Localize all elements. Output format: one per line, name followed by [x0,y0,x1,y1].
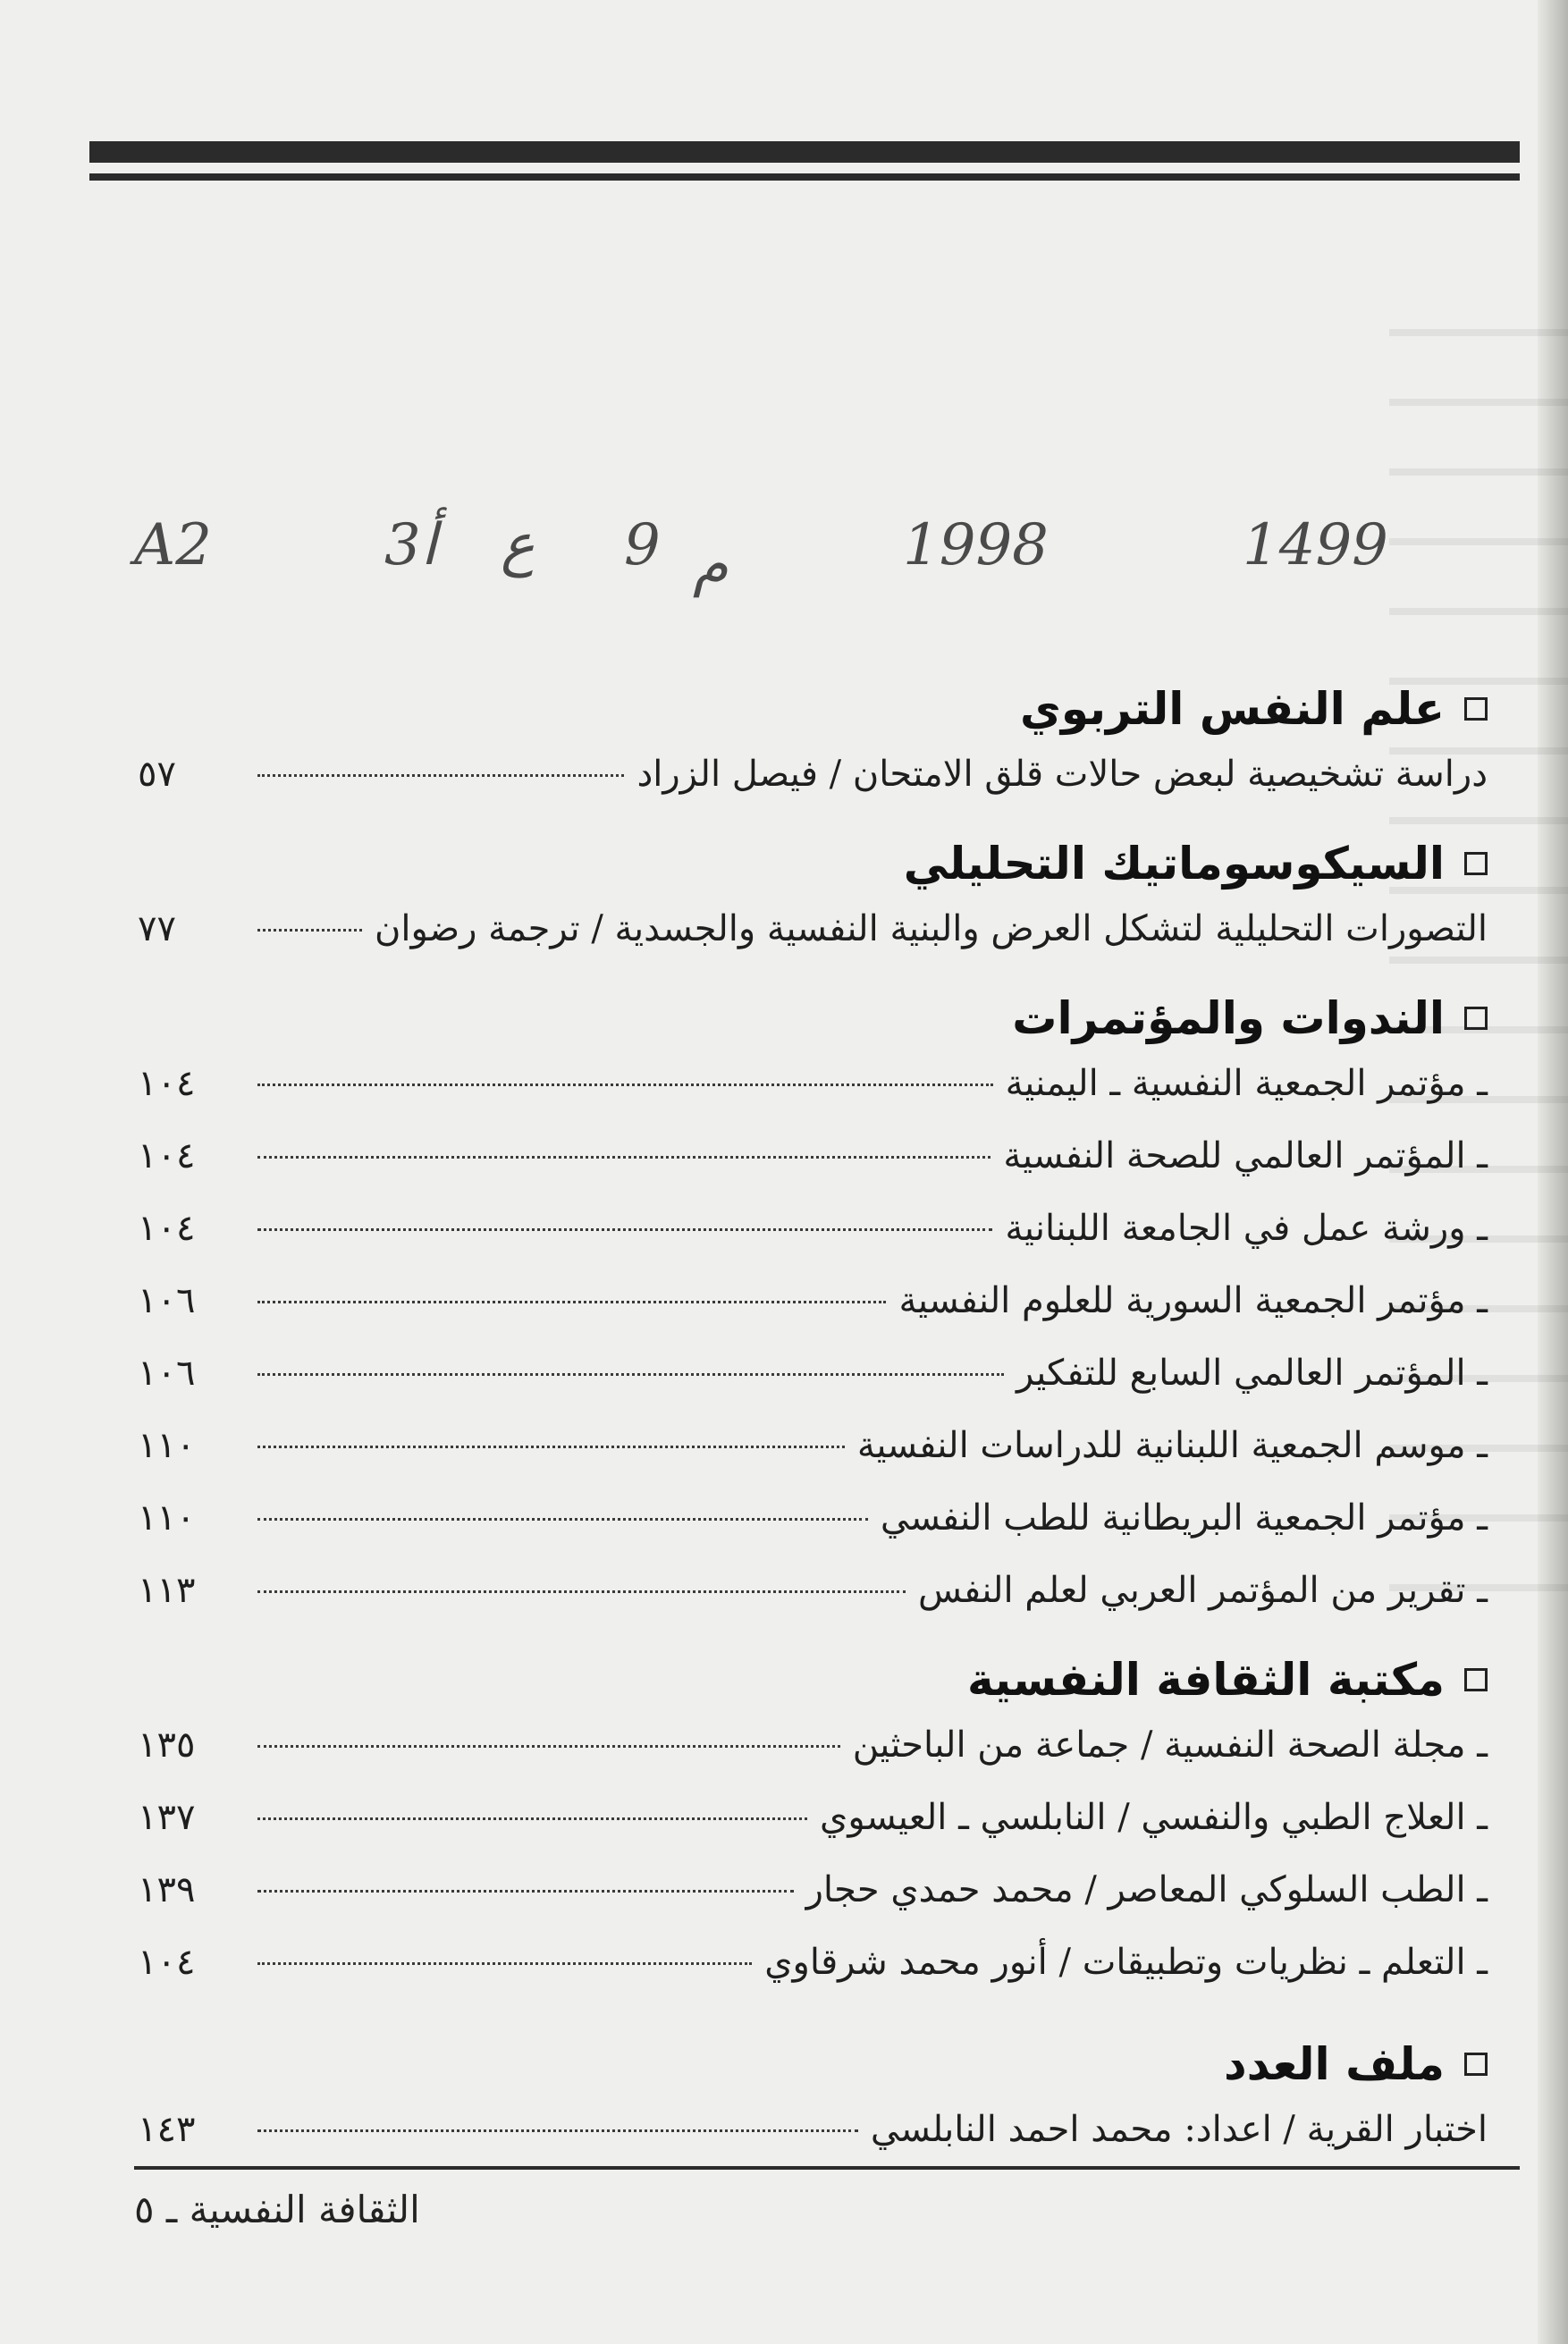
toc-entry [138,738,1488,811]
header-rule-thick [89,141,1520,163]
page-footer: الثقافة النفسية ـ ٥ [134,2188,420,2231]
entry-page-number: ٥٧ [138,754,176,795]
toc-entry [138,1782,1488,1854]
dot-leader [257,774,624,777]
entry-title: ـ المؤتمر العالمي السابع للتفكير [1016,1353,1488,1394]
dot-leader [257,1083,993,1086]
toc-entry [138,1193,1488,1265]
section-heading [138,2035,1488,2094]
handwritten-notes [134,496,1386,612]
toc-entry [138,1709,1488,1782]
entry-page-number: ١١٠ [138,1425,196,1466]
section-heading [138,1650,1488,1709]
handwritten-note: 1499 [1243,512,1388,578]
toc-entry [138,1482,1488,1555]
footer-rule [134,2166,1520,2170]
entry-title: ـ المؤتمر العالمي للصحة النفسية [1003,1135,1488,1176]
toc-entry [138,1854,1488,1927]
toc-entry [138,1048,1488,1120]
entry-page-number: ١٣٧ [138,1797,196,1838]
handwritten-note: 9 [624,512,661,578]
handwritten-note: A2 [134,512,212,578]
entry-page-number: ١٠٤ [138,1063,196,1104]
toc-entry [138,1410,1488,1482]
toc-entry [138,1927,1488,1999]
dot-leader [257,1301,886,1303]
entry-page-number: ١٠٦ [138,1280,196,1321]
entry-title: ـ مؤتمر الجمعية النفسية ـ اليمنية [1005,1063,1488,1104]
entry-title: ـ الطب السلوكي المعاصر / محمد حمدي حجار [805,1869,1488,1910]
section-title: الندوات والمؤتمرات [1012,992,1445,1044]
entry-page-number: ١٠٤ [138,1135,196,1176]
dot-leader [257,1590,906,1593]
section-heading [138,834,1488,893]
entry-page-number: ٧٧ [138,908,176,949]
table-of-contents [138,679,1488,2166]
entry-title: ـ مجلة الصحة النفسية / جماعة من الباحثين [852,1724,1488,1766]
header-rule-thin [89,173,1520,181]
toc-entry [138,1120,1488,1193]
toc-entry [138,1265,1488,1337]
toc-entry [138,1337,1488,1410]
entry-page-number: ١٠٤ [138,1942,196,1983]
section-title: ملف العدد [1224,2038,1445,2090]
entry-page-number: ١٠٤ [138,1208,196,1249]
entry-page-number: ١١٠ [138,1497,196,1539]
dot-leader [257,1228,992,1231]
dot-leader [257,1962,752,1965]
section-title: مكتبة الثقافة النفسية [966,1654,1445,1706]
checkbox-square-icon [1464,1007,1488,1030]
toc-entry [138,2094,1488,2166]
dot-leader [257,929,362,932]
entry-page-number: ١٣٥ [138,1724,196,1766]
dot-leader [257,1446,845,1448]
dot-leader [257,1745,840,1748]
dot-leader [257,1373,1004,1376]
handwritten-note: م [693,532,729,598]
section-heading [138,679,1488,738]
entry-title: ـ العلاج الطبي والنفسي / النابلسي ـ العيسوي [820,1797,1488,1838]
entry-page-number: ١٣٩ [138,1869,196,1910]
entry-title: ـ ورشة عمل في الجامعة اللبنانية [1005,1208,1488,1249]
entry-title: دراسة تشخيصية لبعض حالات قلق الامتحان / فيصل الزراد [636,754,1488,795]
entry-title: التصورات التحليلية لتشكل العرض والبنية النفسية والجسدية / ترجمة رضوان [374,908,1488,949]
entry-title: ـ التعلم ـ نظريات وتطبيقات / أنور محمد شرقاوي [764,1942,1488,1983]
section-heading [138,989,1488,1048]
entry-title: ـ مؤتمر الجمعية السورية للعلوم النفسية [898,1280,1488,1321]
section-title: السيكوسوماتيك التحليلي [903,838,1445,890]
checkbox-square-icon [1464,852,1488,875]
toc-entry [138,1555,1488,1627]
checkbox-square-icon [1464,2053,1488,2076]
entry-title: ـ موسم الجمعية اللبنانية للدراسات النفسية [856,1425,1488,1466]
entry-page-number: ١٤٣ [138,2109,196,2150]
checkbox-square-icon [1464,697,1488,721]
checkbox-square-icon [1464,1668,1488,1691]
dot-leader [257,1156,991,1159]
dot-leader [257,1518,868,1521]
handwritten-note: 3أ [384,512,437,578]
handwritten-note: 1998 [903,512,1049,578]
dot-leader [257,1817,807,1820]
entry-page-number: ١١٣ [138,1570,196,1611]
toc-entry [138,893,1488,965]
dot-leader [257,2129,858,2132]
entry-page-number: ١٠٦ [138,1353,196,1394]
entry-title: ـ تقرير من المؤتمر العربي لعلم النفس [917,1570,1488,1611]
entry-title: اختبار القرية / اعداد: محمد احمد النابلسي [870,2109,1488,2150]
dot-leader [257,1890,794,1893]
handwritten-note: ع [501,512,535,578]
section-title: علم النفس التربوي [1020,683,1445,735]
entry-title: ـ مؤتمر الجمعية البريطانية للطب النفسي [880,1497,1488,1539]
